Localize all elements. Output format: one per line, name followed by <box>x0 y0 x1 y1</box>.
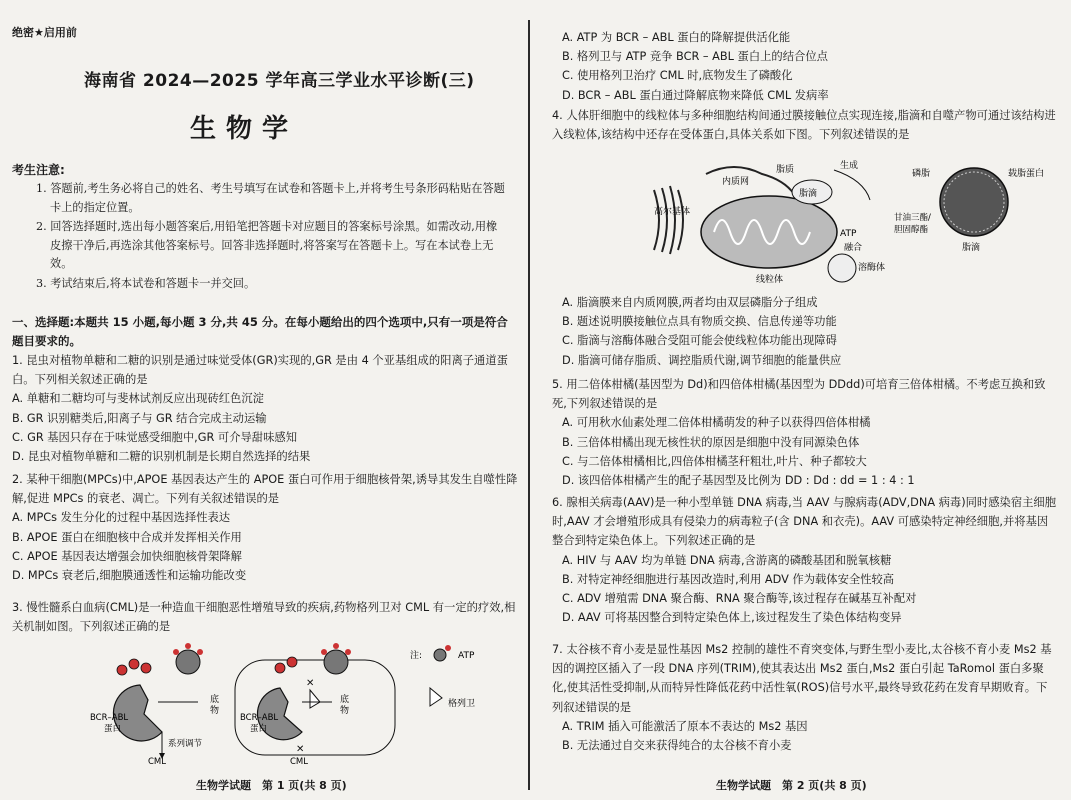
question-3 <box>12 598 518 636</box>
lipid-droplet-detail <box>894 167 1044 253</box>
option-d: D. 昆虫对植物单糖和二糖的识别机制是长期自然选择的结果 <box>12 450 311 464</box>
option-b: B. 题述说明膜接触位点具有物质交换、信息传递等功能 <box>562 315 837 329</box>
svg-text:✕: ✕ <box>296 744 305 755</box>
substrate-label: 物 <box>340 706 350 716</box>
lysosome-shape <box>828 254 856 282</box>
question-stem: 5. 用二倍体柑橘(基因型为 Dd)和四倍体柑橘(基因型为 DDdd)可培育三倍体柑橘。不考虑互换和致死,下列叙述错误的是 <box>552 378 1046 411</box>
legend-drug: 格列卫 <box>448 699 476 709</box>
golgi-apparatus <box>654 186 683 254</box>
option-b: B. 无法通过自交来获得纯合的太谷核不育小麦 <box>562 739 792 753</box>
question-1 <box>12 351 518 466</box>
option-c: C. 与二倍体柑橘相比,四倍体柑橘茎秆粗壮,叶片、种子都较大 <box>562 454 867 468</box>
page-divider <box>528 20 530 790</box>
notice-list <box>36 180 506 294</box>
question-7 <box>552 640 1058 755</box>
notice-item: 1. 答题前,考生务必将自己的姓名、考生号填写在试卷和答题卡上,并将考生号条形码粘贴在答题卡上的指定位置。 <box>36 182 505 214</box>
option-c: C. APOE 基因表达增强会加快细胞核骨架降解 <box>12 549 242 563</box>
legend-atp: ATP <box>458 651 475 661</box>
option-c: C. GR 基因只存在于味觉感受细胞中,GR 可介导甜味感知 <box>12 430 297 444</box>
substrate-label: 物 <box>210 706 220 716</box>
option-b: B. 对特定神经细胞进行基因改造时,利用 ADV 作为载体安全性较高 <box>562 572 895 586</box>
panel-with-drug <box>235 643 395 767</box>
option-a: A. 单糖和二糖均可与斐林试剂反应出现砖红色沉淀 <box>12 392 264 406</box>
atp-label: ATP <box>840 229 857 239</box>
lyso-label: 溶酶体 <box>858 263 886 273</box>
option-b: B. 三倍体柑橘出现无核性状的原因是细胞中没有同源染色体 <box>562 435 860 449</box>
lipid-drop2-label: 脂滴 <box>962 243 981 253</box>
regulate-label: 系列调节 <box>168 739 203 749</box>
question-stem: 6. 腺相关病毒(AAV)是一种小型单链 DNA 病毒,当 AAV 与腺病毒(ADV,DNA 病毒)同时感染宿主细胞时,AAV 才会增殖形成具有侵染力的病毒粒子(含 DNA 和衣壳)。AAV 可感染特定神经细胞,并将基因整合到特定染色体上。下列叙述正确的是 <box>552 496 1057 548</box>
cml-mechanism-figure <box>70 640 510 770</box>
er-label: 内质网 <box>722 177 750 187</box>
question-6 <box>552 493 1058 627</box>
option-a: A. 脂滴膜来自内质网膜,两者均由双层磷脂分子组成 <box>562 296 818 309</box>
option-c: C. ADV 增殖需 DNA 聚合酶、RNA 聚合酶等,该过程存在碱基互补配对 <box>562 592 917 606</box>
generate-label: 生成 <box>840 161 859 171</box>
chol-label: 胆固醇酯 <box>894 225 929 235</box>
cml-label: CML <box>148 757 167 767</box>
option-a: A. 可用秋水仙素处理二倍体柑橘萌发的种子以获得四倍体柑橘 <box>562 416 871 430</box>
figure-legend <box>410 645 475 709</box>
option-d: D. BCR – ABL 蛋白通过降解底物来降低 CML 发病率 <box>562 88 829 102</box>
mitochondrion-shape <box>701 196 837 268</box>
question-3-options <box>562 28 1058 105</box>
secret-label: 绝密★启用前 <box>12 26 77 39</box>
option-a: A. TRIM 插入可能激活了原本不表达的 Ms2 基因 <box>562 719 808 733</box>
option-a: A. ATP 为 BCR – ABL 蛋白的降解提供活化能 <box>562 31 791 44</box>
notice-heading: 考生注意: <box>12 163 65 177</box>
substrate-label: 底 <box>340 695 350 705</box>
subject-title: 生物学 <box>190 114 299 144</box>
option-d: D. MPCs 衰老后,细胞膜通透性和运输功能改变 <box>12 569 247 583</box>
option-b: B. GR 识别糖类后,阳离子与 GR 结合完成主动运输 <box>12 411 267 425</box>
section-heading: 一、选择题:本题共 15 小题,每小题 3 分,共 45 分。在每小题给出的四个选项中,只有一项是符合题目要求的。 <box>12 315 508 348</box>
protein-label: 蛋白 <box>104 724 122 734</box>
golgi-label: 高尔基体 <box>654 207 691 217</box>
bcr-abl-label: BCR–ABL <box>90 713 129 723</box>
option-d: D. 该四倍体柑橘产生的配子基因型及比例为 DD : Dd : dd = 1 : 4 : 1 <box>562 474 915 488</box>
page-footer-2: 生物学试题 第 2 页(共 8 页) <box>716 779 867 792</box>
option-d: D. AAV 可将基因整合到特定染色体上,该过程发生了染色体结构变异 <box>562 611 902 625</box>
question-stem: 1. 昆虫对植物单糖和二糖的识别是通过味觉受体(GR)实现的,GR 是由 4 个亚基组成的阳离子通道蛋白。下列相关叙述正确的是 <box>12 354 508 387</box>
page-footer-1: 生物学试题 第 1 页(共 8 页) <box>196 779 347 792</box>
substrate-label: 底 <box>210 695 220 705</box>
option-b: B. APOE 蛋白在细胞核中合成并发挥相关作用 <box>12 530 242 544</box>
question-stem: 4. 人体肝细胞中的线粒体与多种细胞结构间通过膜接触位点实现连接,脂滴和自噬产物可通过该结构进入线粒体,该结构中还存在受体蛋白,具体关系如下图。下列叙述错误的是 <box>552 109 1056 142</box>
tg-label: 甘油三酯/ <box>894 213 931 223</box>
panel-without-drug <box>90 643 219 767</box>
question-stem: 3. 慢性髓系白血病(CML)是一种造血干细胞恶性增殖导致的疾病,药物格列卫对 CML 有一定的疗效,相关机制如图。下列叙述正确的是 <box>12 601 516 634</box>
protein-label: 蛋白 <box>250 724 268 734</box>
left-page <box>0 0 528 800</box>
question-4-options <box>562 293 1058 370</box>
option-d: D. 脂滴可储存脂质、调控脂质代谢,调节细胞的能量供应 <box>562 353 842 367</box>
option-c: C. 脂滴与溶酶体融合受阻可能会使线粒体功能出现障碍 <box>562 334 837 348</box>
question-4 <box>552 106 1058 144</box>
lipid-label: 脂质 <box>776 165 795 175</box>
question-stem: 7. 太谷核不育小麦是显性基因 Ms2 控制的雄性不育突变体,与野生型小麦比,太谷核不育小麦 Ms2 基因的调控区插入了一段 DNA 序列(TRIM),使其表达出 Ms2 蛋白,Ms2 蛋白引起 TaRomol 蛋白多聚化,使其活性受抑制,从而特异性降低花药中活性氧(ROS)信号水平,最终导致花药在发育早期败育。下列叙述错误的是 <box>552 643 1052 714</box>
notice-item: 3. 考试结束后,将本试卷和答题卡一并交回。 <box>36 276 256 290</box>
right-page <box>534 0 1071 800</box>
bcr-abl-label: BCR–ABL <box>240 713 279 723</box>
fuse-label: 融合 <box>844 243 863 253</box>
legend-note: 注: <box>410 651 423 661</box>
carrier-protein-label: 载脂蛋白 <box>1008 169 1045 179</box>
question-2 <box>12 470 518 585</box>
mitochondria-contact-figure <box>644 150 1064 290</box>
option-a: A. HIV 与 AAV 均为单链 DNA 病毒,含游离的磷酸基团和脱氧核糖 <box>562 553 892 567</box>
question-stem: 2. 某种干细胞(MPCs)中,APOE 基因表达产生的 APOE 蛋白可作用于细胞核骨架,诱导其发生自噬性降解,促进 MPCs 的衰老、凋亡。下列有关叙述错误的是 <box>12 473 518 506</box>
exam-title: 海南省 2024—2025 学年高三学业水平诊断(三) <box>84 71 475 91</box>
phospholipid-label: 磷脂 <box>912 169 931 179</box>
lipid-drop-label: 脂滴 <box>799 189 818 199</box>
cml-label: CML <box>290 757 309 767</box>
question-5 <box>552 375 1058 490</box>
option-a: A. MPCs 发生分化的过程中基因选择性表达 <box>12 511 231 525</box>
mito-label: 线粒体 <box>756 275 784 285</box>
svg-text:✕: ✕ <box>306 678 315 689</box>
option-c: C. 使用格列卫治疗 CML 时,底物发生了磷酸化 <box>562 69 793 83</box>
notice-item: 2. 回答选择题时,选出每小题答案后,用铅笔把答题卡对应题目的答案标号涂黑。如需改动,用橡皮擦干净后,再选涂其他答案标号。回答非选择题时,将答案写在答题卡上。写在本试卷上无效。 <box>36 220 498 270</box>
option-b: B. 格列卫与 ATP 竞争 BCR – ABL 蛋白上的结合位点 <box>562 50 828 64</box>
